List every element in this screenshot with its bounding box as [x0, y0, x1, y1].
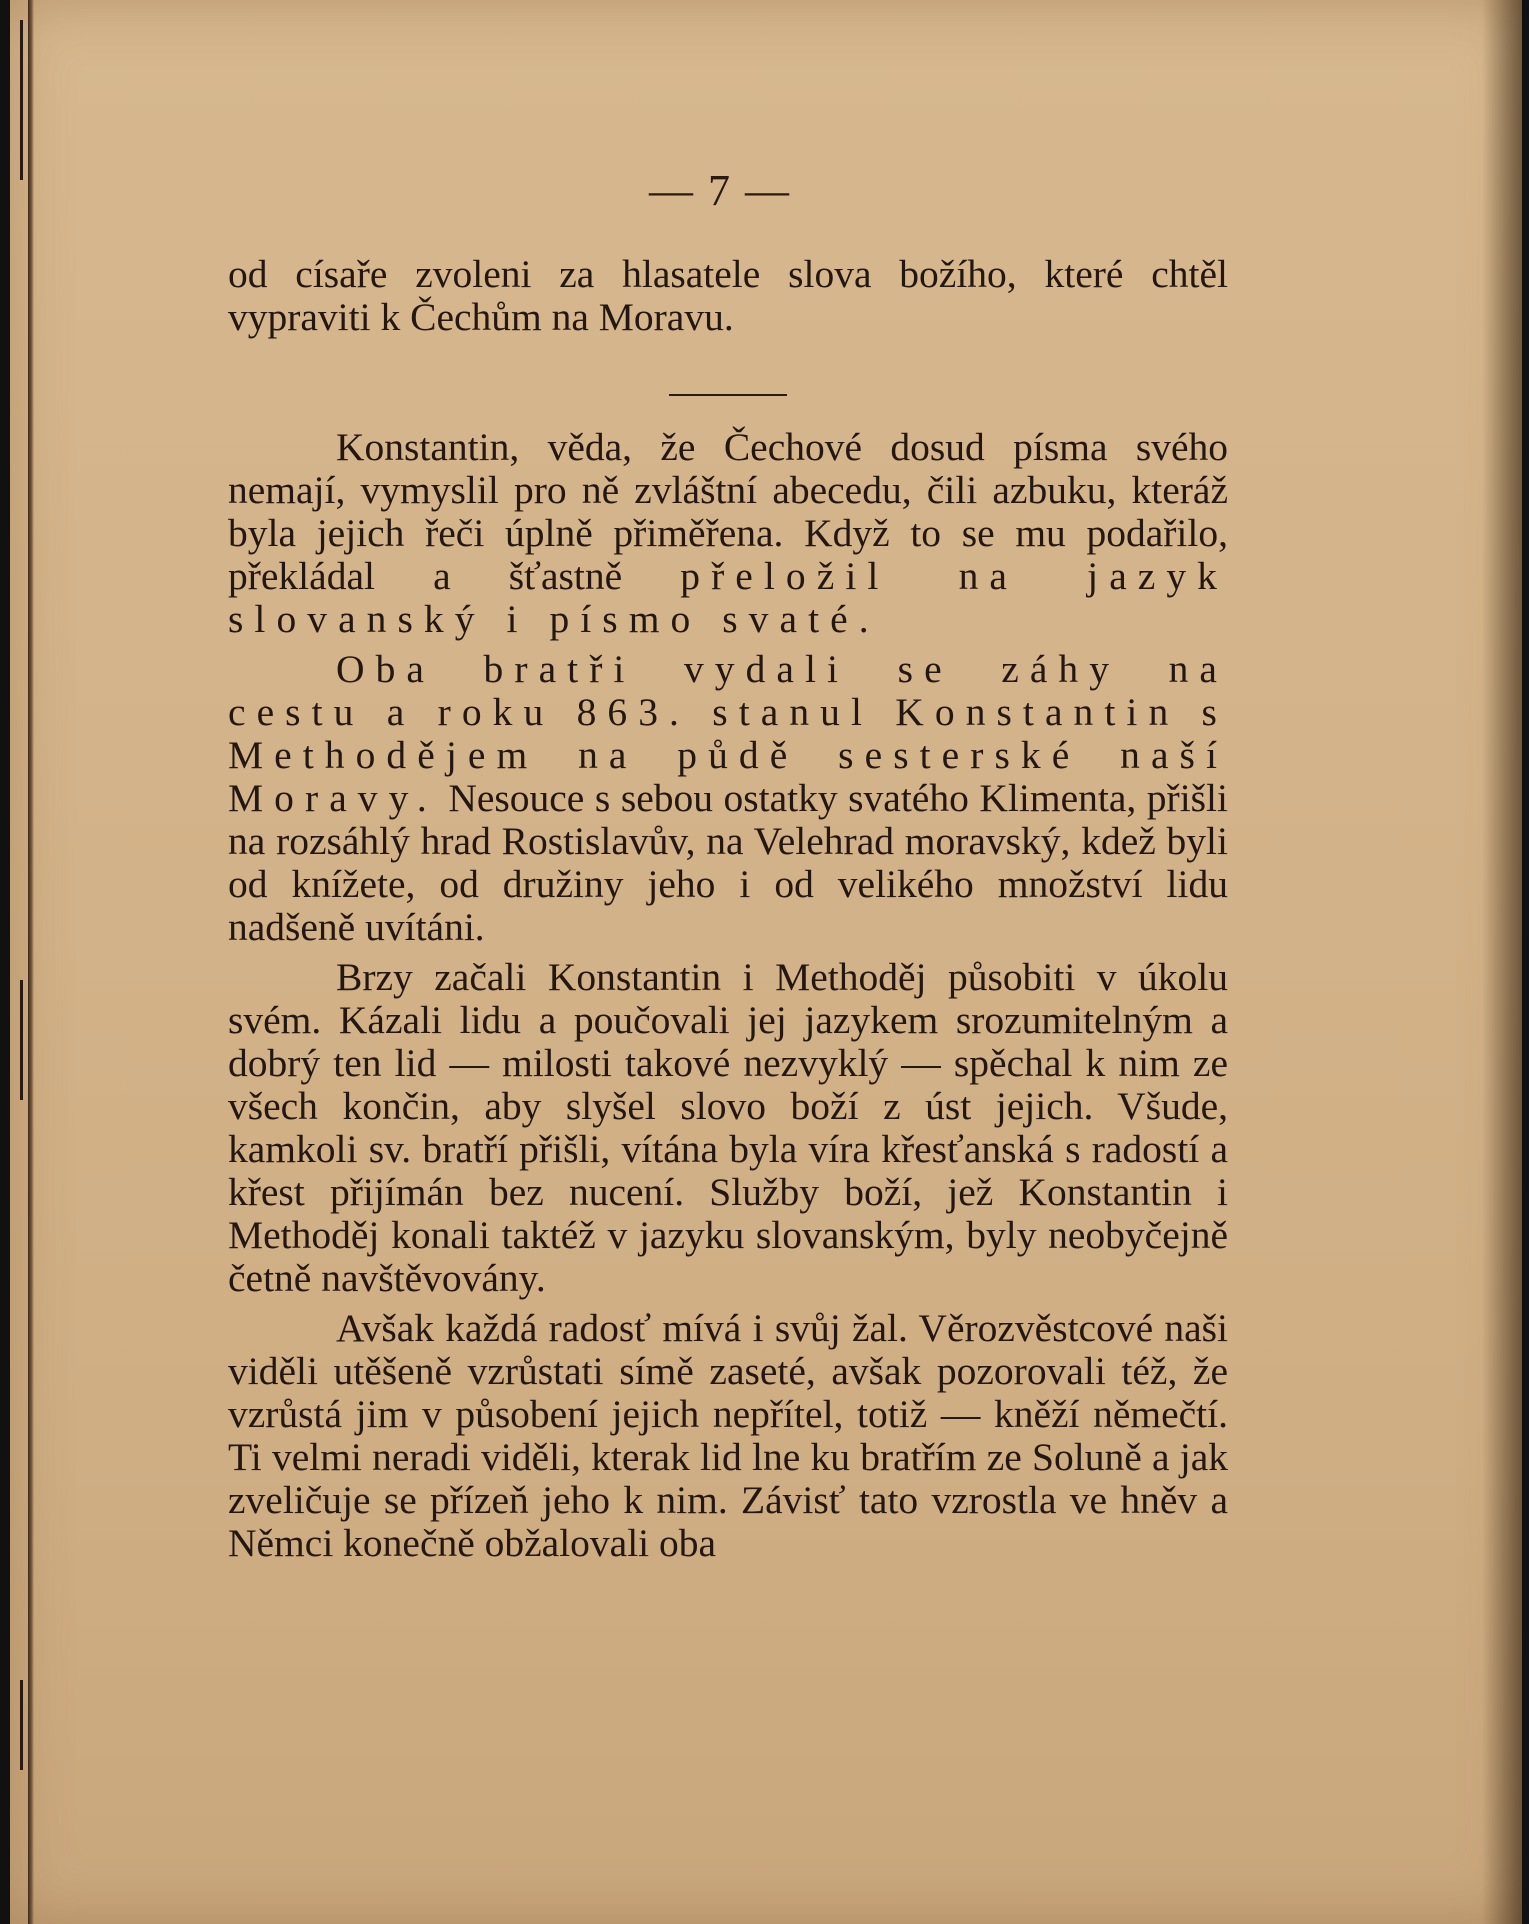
margin-mark: [20, 980, 23, 1100]
page-number: — 7 —: [649, 166, 791, 215]
paragraph-2: [228, 648, 1228, 949]
page-gutter-edge: [28, 0, 34, 1924]
paragraph-continuation: od císaře zvoleni za hlasatele slova božího, které chtěl vypraviti k Čechům na Moravu.: [228, 252, 1228, 339]
paragraph-1: [228, 426, 1228, 641]
margin-mark: [20, 1680, 23, 1770]
paragraph-3: Brzy začali Konstantin i Methoděj působiti v úkolu svém. Kázali lidu a poučovali jej jazykem srozumitelným a dobrý ten lid — milosti takové nezvyklý — spěchal k nim ze všech končin, aby slyšel slovo boží z úst jejich. Všude, kamkoli sv. bratří přišli, vítána byla víra křesťanská s radostí a křest přijímán bez nucení. Služby boží, jež Konstantin i Methoděj konali taktéž v jazyku slovanským, byly neobyčejně četně navštěvovány.: [228, 955, 1228, 1300]
page-right-shadow: [1482, 0, 1522, 1924]
paragraph-1-text: Konstantin, věda, že Čechové dosud písma svého nemají, vymyslil pro ně zvláštní abecedu, čili azbuku, kteráž byla jejich řeči úplně přiměřena. Když to se mu podařilo, překládal a šťastně: [228, 425, 1228, 598]
paragraph-2-text: Nesouce s sebou ostatky svatého Klimenta, přišli na rozsáhlý hrad Rostislavův, na Velehrad moravský, kdež byli od knížete, od družiny jeho i od velikého množství lidu nadšeně uvítáni.: [228, 776, 1228, 949]
book-page: [10, 0, 1522, 1924]
paragraph-4: Avšak každá radosť mívá i svůj žal. Věrozvěstcové naši viděli utěšeně vzrůstati símě zaseté, avšak pozorovali též, že vzrůstá jim v působení jejich nepřítel, totiž — kněží němečtí. Ti velmi neradi viděli, kterak lid lne ku bratřím ze Soluně a jak zveličuje se přízeň jeho k nim. Závisť tato vzrostla ve hněv a Němci konečně obžalovali oba: [228, 1306, 1228, 1565]
section-divider: [669, 394, 787, 396]
body-text: [228, 253, 1228, 1565]
margin-mark: [20, 20, 23, 180]
paragraph-1-spaced-text: přeložil na jazyk slovanský i písmo svaté.: [228, 554, 1228, 641]
paragraph-2-spaced-text: Oba bratři vydali se záhy na cestu a roku 863. stanul Konstantin s Methodějem na půdě sesterské naší Moravy.: [228, 647, 1228, 820]
